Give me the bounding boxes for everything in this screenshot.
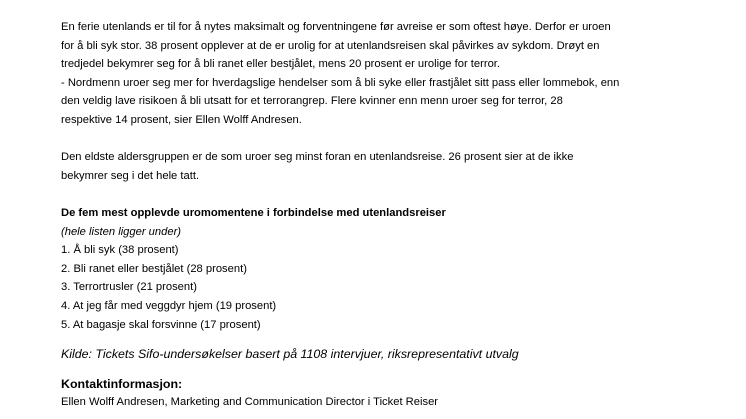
contact-line: Ellen Wolff Andresen, Marketing and Communication Director i Ticket Reiser [61,396,439,409]
list-item: 1. Å bli syk (38 prosent) [61,244,179,257]
text-line: Den eldste aldersgruppen er de som uroer seg minst foran en utenlandsreise. 26 prosent sier at de ikke [61,151,574,164]
list-heading: De fem mest opplevde uromomentene i forbindelse med utenlandsreiser [61,206,446,219]
list-item: 4. At jeg får med veggdyr hjem (19 prosent) [61,299,277,312]
paragraph-intro [61,18,711,130]
list-section [61,204,711,334]
paragraph-spacer [61,130,711,149]
list-item: 2. Bli ranet eller bestjålet (28 prosent) [61,262,247,275]
text-line: respektive 14 prosent, sier Ellen Wolff Andresen. [61,113,302,126]
list-subheading: (hele listen ligger under) [61,225,182,238]
concerns-list [61,241,711,334]
list-item: 5. At bagasje skal forsvinne (17 prosent) [61,318,261,331]
document-body [61,18,711,411]
text-line: for å bli syk stor. 38 prosent opplever at de er urolig for at utenlandsreisen skal påvirkes av sykdom. Drøyt en [61,39,600,52]
text-line: den veldig lave risikoen å bli utsatt for et terrorangrep. Flere kvinner enn menn uroer seg for terror, 28 [61,95,563,108]
contact-heading: Kontaktinformasjon: [61,377,183,392]
text-line: bekymrer seg i det hele tatt. [61,169,200,182]
paragraph-spacer [61,185,711,204]
paragraph-age-group [61,148,711,185]
text-line: - Nordmenn uroer seg mer for hverdagslige hendelser som å bli syke eller frastjålet sitt pass eller lommebok, enn [61,76,620,89]
text-line: En ferie utenlands er til for å nytes maksimalt og forventningene før avreise er som oftest høye. Derfor er uroen [61,21,611,33]
source-note: Kilde: Tickets Sifo-undersøkelser basert på 1108 intervjuer, riksrepresentativt utvalg [61,347,519,362]
text-line: tredjedel bekymrer seg for å bli ranet eller bestjålet, mens 20 prosent er urolige for terror. [61,58,501,71]
list-item: 3. Terrortrusler (21 prosent) [61,281,197,294]
